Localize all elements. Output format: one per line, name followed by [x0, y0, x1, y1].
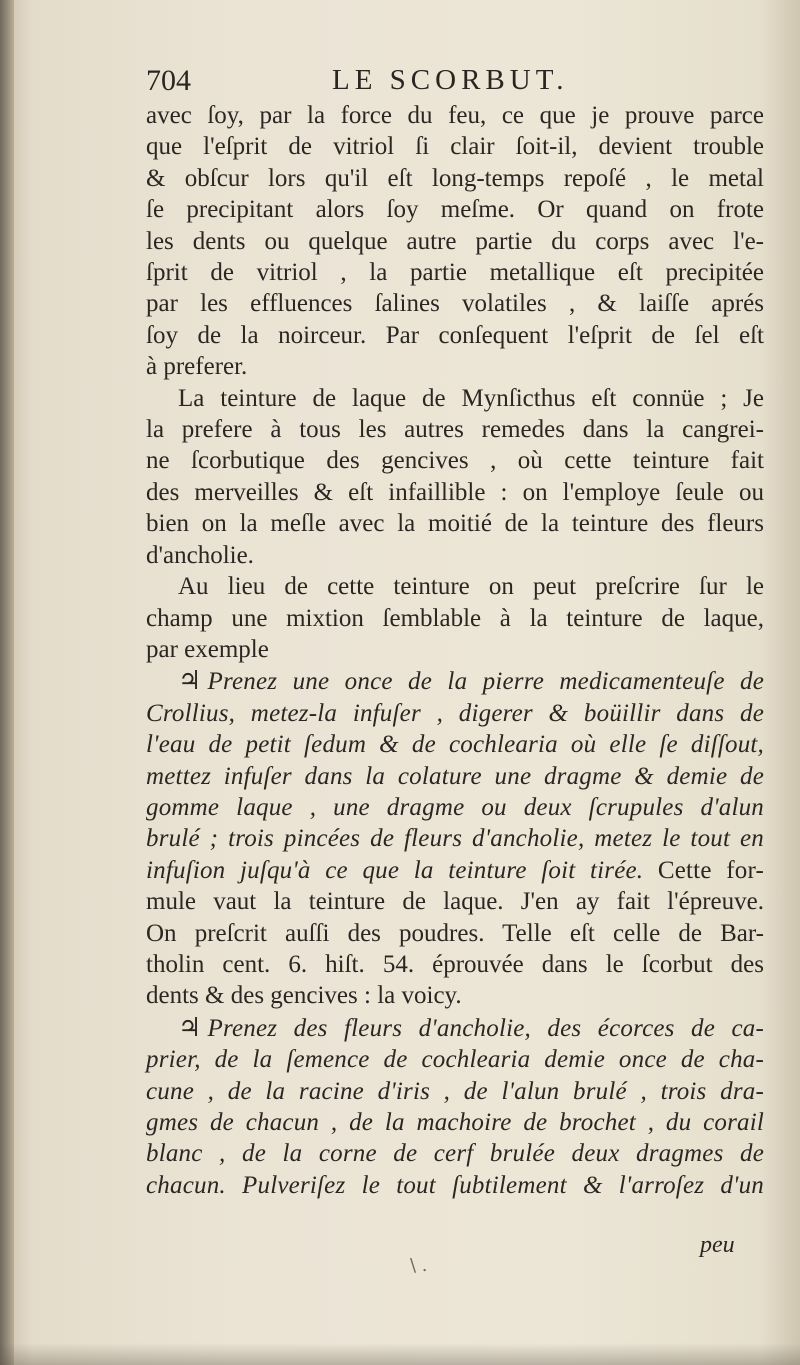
text-line — [146, 855, 764, 886]
text-line: que l'eſprit de vitriol ſi clair ſoit-il, devient trouble — [146, 133, 764, 161]
text-line: ſprit de vitriol , la partie metallique eſt precipitée — [146, 259, 764, 287]
recipe-1 — [146, 665, 764, 886]
text-line: des merveilles & eſt infaillible : on l'employe ſeule ou — [146, 478, 764, 506]
text-line: dents & des gencives : la voicy. — [146, 982, 462, 1010]
page-bottom-shadow — [0, 1343, 800, 1365]
text-line: La teinture de laque de Mynſicthus eſt connüe ; Je — [178, 384, 764, 412]
recipe-2 — [146, 1012, 764, 1201]
page-binding-edge — [0, 0, 14, 1365]
text-line: mule vaut la teinture de laque. J'en ay fait l'épreuve. — [146, 888, 764, 916]
text-line: gmes de chacun , de la machoire de brochet , du corail — [146, 1109, 764, 1136]
recipe-text: infuſion juſqu'à ce que la teinture ſoit tirée. — [146, 856, 644, 884]
text-line: Crollius, metez-la infuſer , digerer & boüillir dans de — [146, 699, 764, 727]
text-line: les dents ou quelque autre partie du corps avec l'e- — [146, 227, 764, 255]
text-line: par exemple — [146, 635, 269, 663]
text-line: blanc , de la corne de cerf brulée deux dragmes de — [146, 1140, 764, 1168]
text-line: mettez infuſer dans la colature une dragme & demie de — [146, 762, 764, 790]
paragraph-3 — [146, 571, 764, 665]
page-header — [146, 60, 766, 100]
paragraph-2 — [146, 383, 764, 571]
paragraph-4 — [146, 886, 764, 1012]
text-line: prier, de la ſemence de cochlearia demie once de cha- — [146, 1046, 764, 1074]
text-line: avec ſoy, par la force du feu, ce que je prouve parce — [146, 102, 764, 129]
recipe-symbol: ♃ — [178, 666, 202, 696]
text-line: cune , de la racine d'iris , de l'alun brulé , trois dra- — [146, 1077, 764, 1105]
page-number: 704 — [146, 64, 191, 97]
text-line: & obſcur lors qu'il eſt long-temps repoſé , le metal — [146, 164, 764, 192]
text-line — [146, 665, 764, 697]
text-line: brulé ; trois pincées de fleurs d'ancholie, metez le tout en — [146, 825, 764, 853]
page-body — [146, 100, 764, 1201]
text-line: à preferer. — [146, 353, 248, 381]
stray-ink-mark: \ . — [410, 1255, 428, 1276]
text-line: gomme laque , une dragme ou deux ſcrupules d'alun — [146, 793, 764, 821]
running-head: LE SCORBUT. — [332, 64, 569, 96]
catchword: peu — [700, 1232, 735, 1258]
text-line: ne ſcorbutique des gencives , où cette teinture fait — [146, 447, 764, 475]
recipe-text: Prenez des fleurs d'ancholie, des écorces de ca- — [207, 1014, 764, 1042]
paragraph-1 — [146, 100, 764, 383]
text-line: la prefere à tous les autres remedes dans la cangrei- — [146, 416, 764, 444]
text-line — [146, 1012, 764, 1044]
recipe-text: Prenez une once de la pierre medicamenteuſe de — [207, 668, 764, 696]
text-line: bien on la meſle avec la moitié de la teinture des fleurs — [146, 510, 764, 538]
text-line: chacun. Pulveriſez le tout ſubtilement & l'arroſez d'un — [146, 1171, 764, 1199]
text-line: tholin cent. 6. hiſt. 54. éprouvée dans le ſcorbut des — [146, 950, 764, 978]
text-line: champ une mixtion ſemblable à la teinture de laque, — [146, 604, 764, 632]
text-line: par les effluences ſalines volatiles , & laiſſe aprés — [146, 290, 764, 318]
text-line: d'ancholie. — [146, 541, 254, 569]
recipe-follow-text: Cette for- — [657, 856, 765, 884]
text-line: Au lieu de cette teinture on peut preſcrire ſur le — [178, 573, 764, 601]
text-line: ſe precipitant alors ſoy meſme. Or quand on frote — [146, 196, 764, 224]
text-line: l'eau de petit ſedum & de cochlearia où elle ſe diſſout, — [146, 731, 764, 759]
text-line: On preſcrit auſſi des poudres. Telle eſt celle de Bar- — [146, 919, 764, 947]
text-line: ſoy de la noirceur. Par conſequent l'eſprit de ſel eſt — [146, 321, 764, 349]
recipe-symbol: ♃ — [178, 1012, 202, 1042]
